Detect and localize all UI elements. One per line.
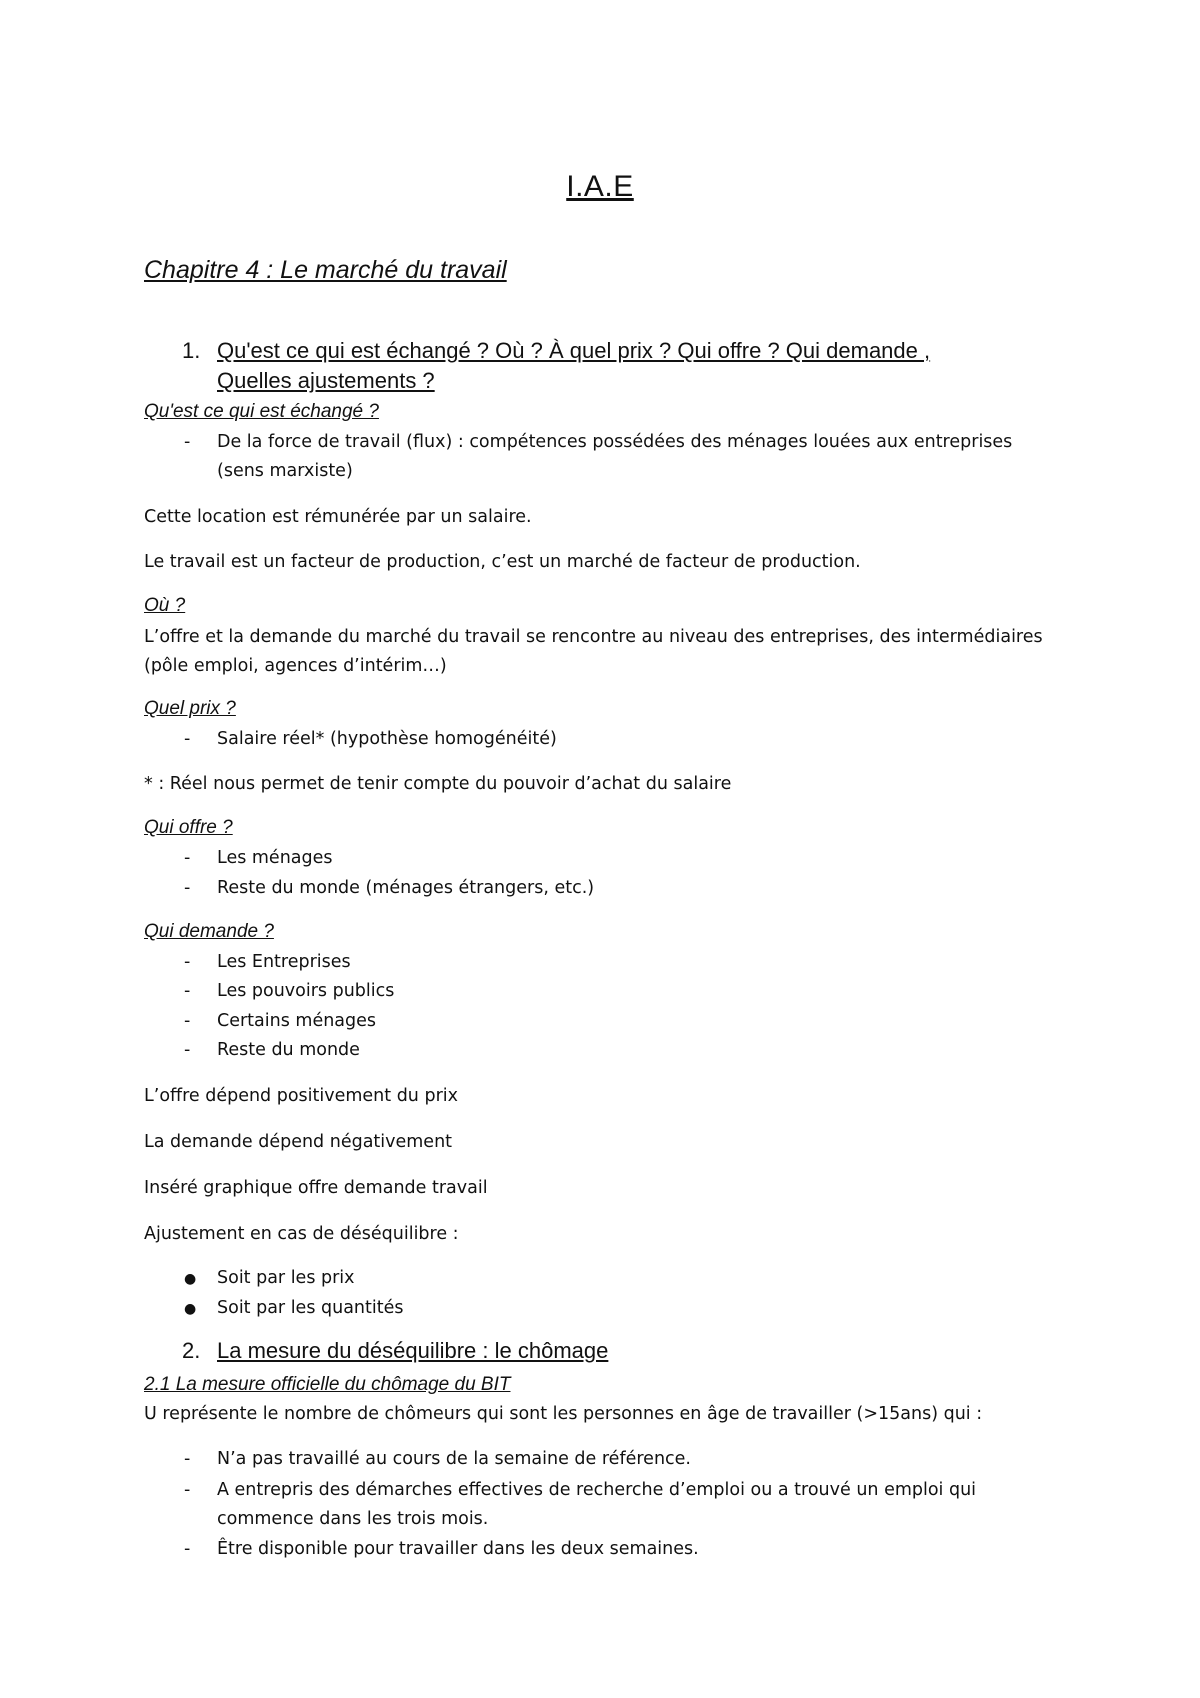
paragraph-continuation: (pôle emploi, agences d’intérim…)	[144, 656, 447, 676]
subheading-echange: Qu'est ce qui est échangé ?	[144, 401, 379, 422]
paragraph: Cette location est rémunérée par un salaire.	[144, 507, 532, 527]
list-item: A entrepris des démarches effectives de recherche d’emploi ou a trouvé un emploi qui	[217, 1480, 977, 1500]
list-item: De la force de travail (flux) : compétences possédées des ménages louées aux entreprises	[217, 432, 1013, 452]
bullet-marker: ●	[184, 1271, 197, 1287]
list-item: Les ménages	[217, 848, 333, 868]
list-item: Les Entreprises	[217, 952, 351, 972]
list-item-continuation: commence dans les trois mois.	[217, 1509, 489, 1529]
dash-marker: -	[184, 981, 191, 1001]
list-item: Salaire réel* (hypothèse homogénéité)	[217, 729, 557, 749]
bullet-marker: ●	[184, 1301, 197, 1317]
paragraph: Le travail est un facteur de production, c’est un marché de facteur de production.	[144, 552, 861, 572]
footnote-text: * : Réel nous permet de tenir compte du pouvoir d’achat du salaire	[144, 774, 732, 794]
paragraph: Ajustement en cas de déséquilibre :	[144, 1224, 459, 1244]
subheading-ou: Où ?	[144, 595, 186, 616]
paragraph: L’offre dépend positivement du prix	[144, 1086, 458, 1106]
section-2-number: 2.	[182, 1338, 201, 1363]
dash-marker: -	[184, 848, 191, 868]
document-title: I.A.E	[566, 170, 634, 203]
subheading-demande: Qui demande ?	[144, 921, 274, 942]
bullet-item: Soit par les prix	[217, 1268, 355, 1288]
section-1-heading-line2: Quelles ajustements ?	[217, 368, 435, 393]
list-item: Reste du monde (ménages étrangers, etc.)	[217, 878, 595, 898]
list-item: Reste du monde	[217, 1040, 360, 1060]
dash-marker: -	[184, 952, 191, 972]
subheading-prix: Quel prix ?	[144, 698, 236, 719]
dash-marker: -	[184, 432, 191, 452]
dash-marker: -	[184, 878, 191, 898]
list-item: N’a pas travaillé au cours de la semaine de référence.	[217, 1449, 691, 1469]
list-item-continuation: (sens marxiste)	[217, 461, 353, 481]
dash-marker: -	[184, 1011, 191, 1031]
section-2-heading: La mesure du déséquilibre : le chômage	[217, 1338, 609, 1363]
dash-marker: -	[184, 1480, 191, 1500]
paragraph: La demande dépend négativement	[144, 1132, 453, 1152]
section-1-number: 1.	[182, 338, 201, 363]
list-item: Les pouvoirs publics	[217, 981, 395, 1001]
dash-marker: -	[184, 729, 191, 749]
paragraph: L’offre et la demande du marché du travail se rencontre au niveau des entreprises, des intermédiaires	[144, 627, 1043, 647]
section-1-heading-line1: Qu'est ce qui est échangé ? Où ? À quel prix ? Qui offre ? Qui demande ,	[217, 338, 931, 363]
subheading-offre: Qui offre ?	[144, 817, 233, 838]
subheading-2-1: 2.1 La mesure officielle du chômage du BIT	[144, 1374, 511, 1395]
dash-marker: -	[184, 1449, 191, 1469]
list-item: Certains ménages	[217, 1011, 377, 1031]
bullet-item: Soit par les quantités	[217, 1298, 404, 1318]
list-item: Être disponible pour travailler dans les deux semaines.	[217, 1539, 699, 1559]
chapter-heading: Chapitre 4 : Le marché du travail	[144, 256, 507, 284]
dash-marker: -	[184, 1539, 191, 1559]
paragraph: Inséré graphique offre demande travail	[144, 1178, 488, 1198]
paragraph: U représente le nombre de chômeurs qui sont les personnes en âge de travailler (>15ans) qui :	[144, 1404, 983, 1424]
dash-marker: -	[184, 1040, 191, 1060]
